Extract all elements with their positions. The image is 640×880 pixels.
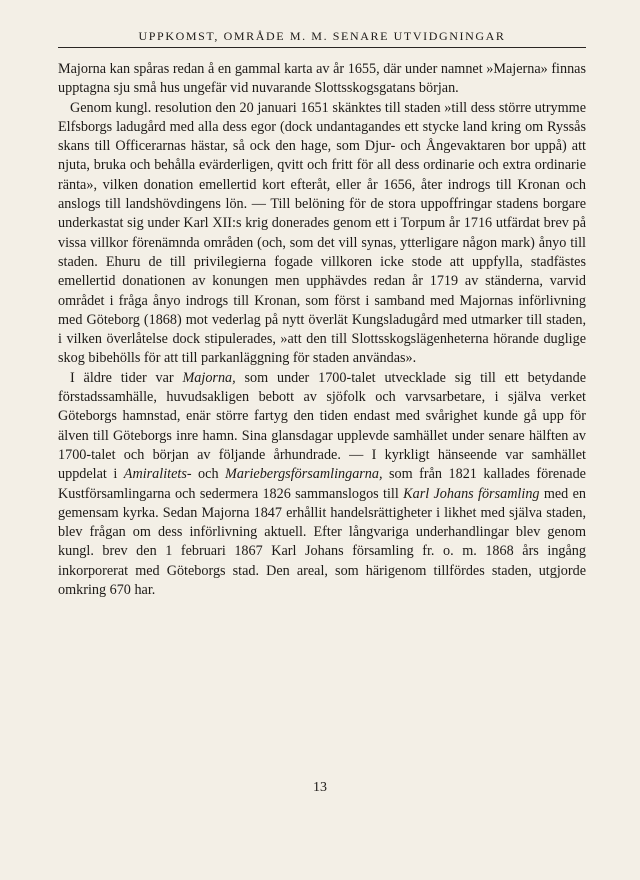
running-title: UPPKOMST, OMRÅDE M. M. SENARE UTVIDGNINGAR [138,29,506,43]
italic-mariebergsforsamlingarna: Mariebergsförsamlingarna, [225,466,383,483]
paragraph-3 [58,369,586,601]
italic-majorna: Majorna, [182,369,236,386]
paragraph-2: Genom kungl. resolution den 20 januari 1651 skänktes till staden »till dess större utrymme Elfsborgs ladugård med alla dess egor (dock undantagandes ett stycke land kring om Ryssås skans till Officerarnas hästar, så ock den hage, som Djur- och Ångevaktaren bor uppå) att njuta, bruka och behålla evärderligen, qvitt och fritt för all dess ordinarie och extra ordinarie ränta», vilken donation emellertid kort efteråt, eller år 1656, åter indrogs till Kronan och anslogs till landshövdingens lön. — Till belöning för de stora uppoffringar stadens borgare underkastat sig under Karl XII:s krig donerades genom ett i Torpum år 1716 utfärdat brev på vissa villkor förenämnda områden (och, som det vill synas, ytterligare någon mark) ånyo till staden. Ehuru de till privilegierna fogade villkoren icke stode att uppfylla, stadfästes emellertid donationen av konungen men upphävdes redan år 1719 av ständerna, varvid området i fråga ånyo indrogs till Kronan, som först i samband med Majornas införlivning med Göteborg (1868) mot vederlag på nytt överlät Kungsladugård med utmarker till staden, i vilken överlåtelse dock stipulerades, »att den till Slottsskogslägenheterna hörande duglige skog bibehölls för att till parkanläggning för staden användas». [58,99,586,367]
paragraph-3-text: med en gemensam kyrka. Sedan Majorna 1847 erhållit handelsrättigheter i likhet med själva staden, blev frågan om dess införlivning aktuell. Efter långvariga underhandlingar blev genom kungl. brev den 1 februari 1867 Karl Johans församling fr. o. m. 1868 års ingång inkorporerat med Göteborgs stad. Den areal, som härigenom tillfördes staden, utgjorde omkring 670 har. [58,485,586,599]
paragraph-1: Majorna kan spåras redan å en gammal karta av år 1655, där under namnet »Majerna» finnas upptagna sju små hus ungefär vid nuvarande Slottsskogsgatans början. [58,61,586,97]
paragraph-3-text: som under 1700-talet utvecklade sig till ett betydande förstadssamhälle, huvudsakligen bebott av sjöfolk och varvsarbetare, i själva verket Göteborgs hamnstad, enär större fartyg den tiden endast med svårighet kunde gå upp för älven till Göteborgs inre hamn. Sina glansdagar upplevde samhället under senare hälften av 1700-talet och början av följande århundrade. — I kyrkligt hänseende var samhället uppdelat i [58,369,586,483]
paragraph-3-text: som från 1821 kallades förenade Kustförsamlingarna och sedermera 1826 sammanslogos till [58,466,586,502]
paragraph-3-text: I äldre tider var [70,369,183,386]
paragraph-3-text: och [191,466,226,483]
italic-amiralitets: Amiralitets- [123,466,192,483]
body-text [58,60,586,600]
header-rule [58,47,586,48]
page-number: 13 [313,780,327,795]
italic-karl-johans-forsamling: Karl Johans församling [403,485,540,502]
